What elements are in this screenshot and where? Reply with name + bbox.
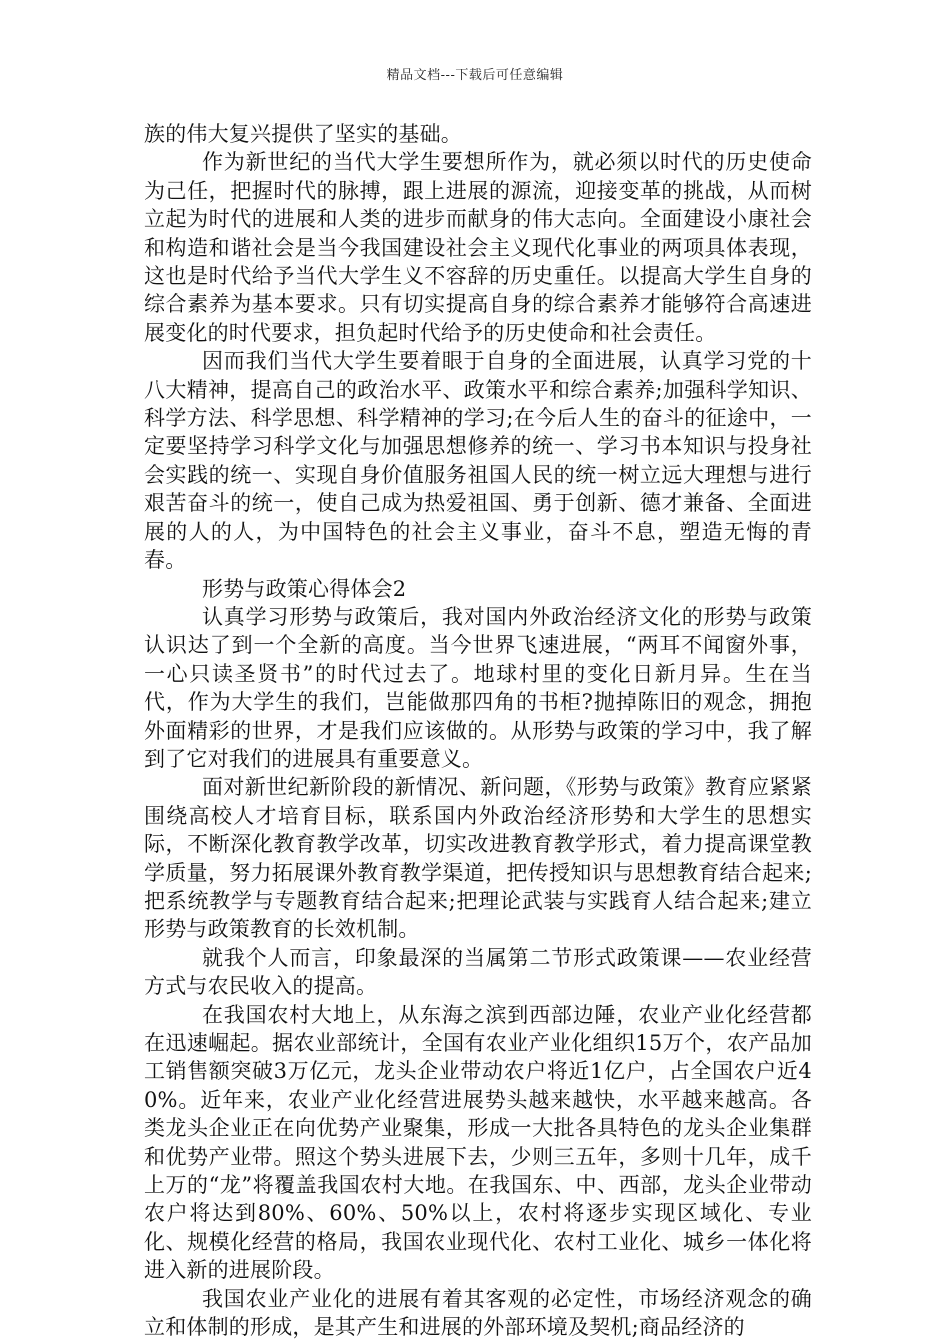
paragraph-7: 在我国农村大地上，从东海之滨到西部边陲，农业产业化经营都在迅速崛起。据农业部统计，全国有农业产业化组织15万个，农产品加工销售额突破3万亿元，龙头企业带动农户将近1亿户，占全国农户近40%。近年来，农业产业化经营进展势头越来越快，水平越来越高。各类龙头企业正在向优势产业聚集，形成一大批各具特色的龙头企业集群和优势产业带。照这个势头进展下去，少则三五年，多则十几年，成千上万的“龙”将覆盖我国农村大地。在我国东、中、西部，龙头企业带动农户将达到80%、60%、50%以上，农村将逐步实现区域化、专业化、规模化经营的格局，我国农业现代化、农村工业化、城乡一体化将进入新的进展阶段。 [144, 1002, 812, 1283]
paragraph-1: 族的伟大复兴提供了坚实的基础。 [144, 122, 462, 146]
paragraph-3: 因而我们当代大学生要着眼于自身的全面进展，认真学习党的十八大精神，提高自己的政治水平、政策水平和综合素养;加强科学知识、科学方法、科学思想、科学精神的学习;在今后人生的奋斗的征途中，一定要坚持学习科学文化与加强思想修养的统一、学习书本知识与投身社会实践的统一、实现自身价值服务祖国人民的统一树立远大理想与进行艰苦奋斗的统一，使自己成为热爱祖国、勇于创新、德才兼备、全面进展的人的人，为中国特色的社会主义事业，奋斗不息，塑造无悔的青春。 [144, 349, 812, 573]
paragraph-6: 就我个人而言，印象最深的当属第二节形式政策课——农业经营方式与农民收入的提高。 [144, 945, 812, 999]
page-header: 精品文档---下载后可任意编辑 [386, 68, 564, 83]
paragraph-8: 我国农业产业化的进展有着其客观的必定性，市场经济观念的确立和体制的形成，是其产生和进展的外部环境及契机;商品经济的 [144, 1286, 812, 1340]
paragraph-2: 作为新世纪的当代大学生要想所作为，就必须以时代的历史使命为己任，把握时代的脉搏，跟上进展的源流，迎接变革的挑战，从而树立起为时代的进展和人类的进步而献身的伟大志向。全面建设小康社会和构造和谐社会是当今我国建设社会主义现代化事业的两项具体表现，这也是时代给予当代大学生义不容辞的历史重任。以提高大学生自身的综合素养为基本要求。只有切实提高自身的综合素养才能够符合高速进展变化的时代要求，担负起时代给予的历史使命和社会责任。 [144, 150, 812, 345]
section-heading: 形势与政策心得体会2 [202, 576, 407, 601]
document-body [144, 120, 812, 1341]
paragraph-4: 认真学习形势与政策后，我对国内外政治经济文化的形势与政策认识达了到一个全新的高度。当今世界飞速进展，“两耳不闻窗外事，一心只读圣贤书”的时代过去了。地球村里的变化日新月异。生在当代，作为大学生的我们，岂能做那四角的书柜?抛掉陈旧的观念，拥抱外面精彩的世界，才是我们应该做的。从形势与政策的学习中，我了解到了它对我们的进展具有重要意义。 [144, 604, 812, 771]
paragraph-5: 面对新世纪新阶段的新情况、新问题，《形势与政策》教育应紧紧围绕高校人才培育目标，联系国内外政治经济形势和大学生的思想实际，不断深化教育教学改革，切实改进教育教学形式，着力提高课堂教学质量，努力拓展课外教育教学渠道，把传授知识与思想教育结合起来;把系统教学与专题教育结合起来;把理论武装与实践育人结合起来;建立形势与政策教育的长效机制。 [144, 775, 812, 942]
